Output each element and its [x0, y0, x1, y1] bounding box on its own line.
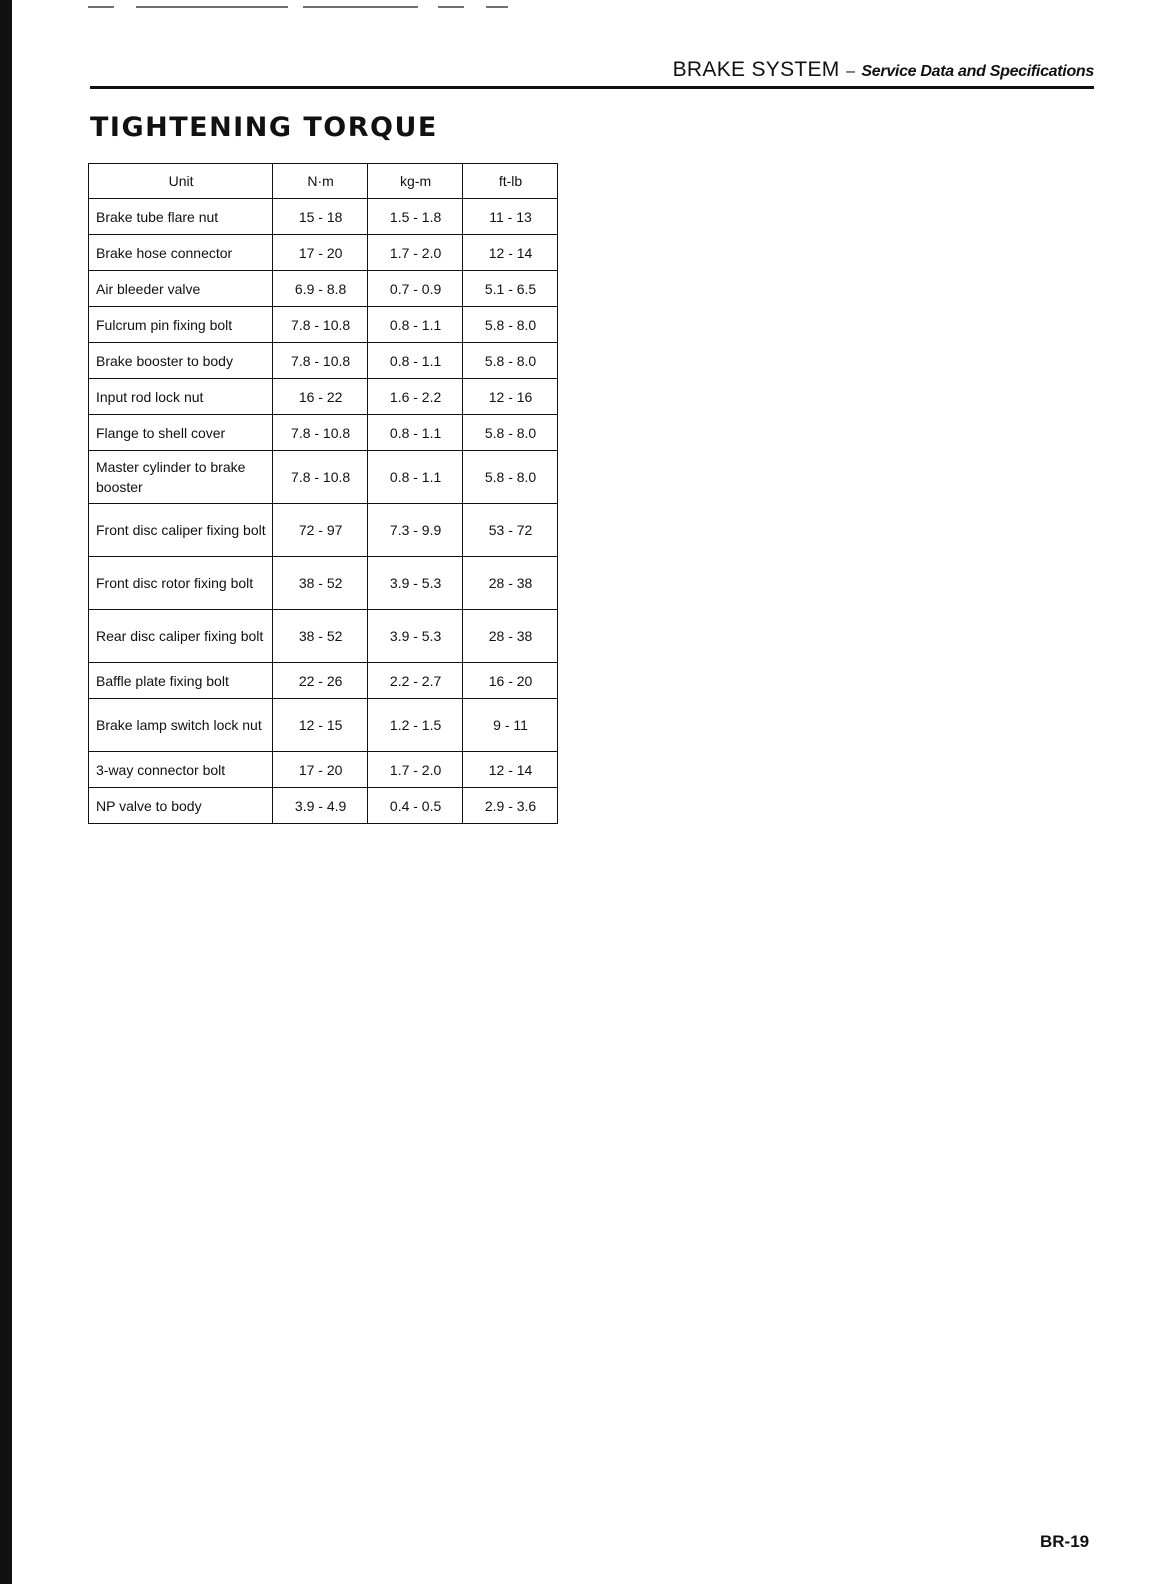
row-nm: 17 - 20 [273, 752, 368, 788]
column-header-kgm: kg-m [368, 164, 463, 199]
row-ftlb: 5.8 - 8.0 [463, 451, 558, 504]
binding-edge-bar [0, 0, 12, 1584]
row-kgm: 1.2 - 1.5 [368, 699, 463, 752]
table-row [89, 379, 558, 415]
row-kgm: 0.8 - 1.1 [368, 451, 463, 504]
row-ftlb: 28 - 38 [463, 610, 558, 663]
row-ftlb: 16 - 20 [463, 663, 558, 699]
row-kgm: 1.7 - 2.0 [368, 235, 463, 271]
table-row [89, 271, 558, 307]
table-row [89, 663, 558, 699]
row-kgm: 3.9 - 5.3 [368, 610, 463, 663]
row-nm: 12 - 15 [273, 699, 368, 752]
row-unit: Master cylinder to brake booster [89, 451, 273, 504]
table-row [89, 343, 558, 379]
row-kgm: 0.4 - 0.5 [368, 788, 463, 824]
row-unit: NP valve to body [89, 788, 273, 824]
column-header-nm: N·m [273, 164, 368, 199]
row-nm: 7.8 - 10.8 [273, 451, 368, 504]
row-nm: 7.8 - 10.8 [273, 307, 368, 343]
row-ftlb: 2.9 - 3.6 [463, 788, 558, 824]
row-nm: 6.9 - 8.8 [273, 271, 368, 307]
running-header [90, 58, 1094, 89]
row-unit: Air bleeder valve [89, 271, 273, 307]
row-kgm: 1.7 - 2.0 [368, 752, 463, 788]
row-ftlb: 9 - 11 [463, 699, 558, 752]
row-ftlb: 12 - 14 [463, 752, 558, 788]
row-unit: Fulcrum pin fixing bolt [89, 307, 273, 343]
table-row [89, 752, 558, 788]
row-kgm: 1.5 - 1.8 [368, 199, 463, 235]
row-unit: 3-way connector bolt [89, 752, 273, 788]
row-nm: 15 - 18 [273, 199, 368, 235]
scan-marks [88, 6, 508, 8]
table-row [89, 557, 558, 610]
row-unit: Baffle plate fixing bolt [89, 663, 273, 699]
row-kgm: 0.7 - 0.9 [368, 271, 463, 307]
row-unit: Brake tube flare nut [89, 199, 273, 235]
row-unit: Brake hose connector [89, 235, 273, 271]
table-row [89, 451, 558, 504]
table-row [89, 415, 558, 451]
row-ftlb: 5.8 - 8.0 [463, 343, 558, 379]
column-header-ftlb: ft-lb [463, 164, 558, 199]
row-kgm: 2.2 - 2.7 [368, 663, 463, 699]
row-unit: Input rod lock nut [89, 379, 273, 415]
row-unit: Rear disc caliper fixing bolt [89, 610, 273, 663]
row-nm: 7.8 - 10.8 [273, 415, 368, 451]
table-row [89, 699, 558, 752]
row-nm: 22 - 26 [273, 663, 368, 699]
row-kgm: 3.9 - 5.3 [368, 557, 463, 610]
header-dash: – [846, 63, 855, 80]
row-nm: 72 - 97 [273, 504, 368, 557]
row-kgm: 0.8 - 1.1 [368, 343, 463, 379]
row-unit: Flange to shell cover [89, 415, 273, 451]
row-ftlb: 5.8 - 8.0 [463, 415, 558, 451]
row-kgm: 7.3 - 9.9 [368, 504, 463, 557]
row-nm: 3.9 - 4.9 [273, 788, 368, 824]
row-kgm: 1.6 - 2.2 [368, 379, 463, 415]
row-ftlb: 53 - 72 [463, 504, 558, 557]
table-row [89, 504, 558, 557]
row-ftlb: 11 - 13 [463, 199, 558, 235]
row-nm: 38 - 52 [273, 557, 368, 610]
row-nm: 7.8 - 10.8 [273, 343, 368, 379]
row-ftlb: 5.1 - 6.5 [463, 271, 558, 307]
torque-table [88, 163, 558, 824]
column-header-unit: Unit [89, 164, 273, 199]
row-unit: Front disc rotor fixing bolt [89, 557, 273, 610]
row-unit: Brake lamp switch lock nut [89, 699, 273, 752]
row-kgm: 0.8 - 1.1 [368, 307, 463, 343]
row-nm: 38 - 52 [273, 610, 368, 663]
row-kgm: 0.8 - 1.1 [368, 415, 463, 451]
row-ftlb: 12 - 14 [463, 235, 558, 271]
row-ftlb: 12 - 16 [463, 379, 558, 415]
table-row [89, 788, 558, 824]
table-row [89, 235, 558, 271]
header-subtitle: Service Data and Specifications [861, 63, 1094, 80]
page-number: BR-19 [1040, 1532, 1090, 1551]
table-row [89, 610, 558, 663]
header-main-title: BRAKE SYSTEM [672, 58, 840, 81]
table-row [89, 307, 558, 343]
row-ftlb: 28 - 38 [463, 557, 558, 610]
table-row [89, 199, 558, 235]
row-unit: Front disc caliper fixing bolt [89, 504, 273, 557]
section-title: TIGHTENING TORQUE [90, 112, 438, 143]
row-nm: 16 - 22 [273, 379, 368, 415]
row-nm: 17 - 20 [273, 235, 368, 271]
row-unit: Brake booster to body [89, 343, 273, 379]
row-ftlb: 5.8 - 8.0 [463, 307, 558, 343]
table-header-row [89, 164, 558, 199]
